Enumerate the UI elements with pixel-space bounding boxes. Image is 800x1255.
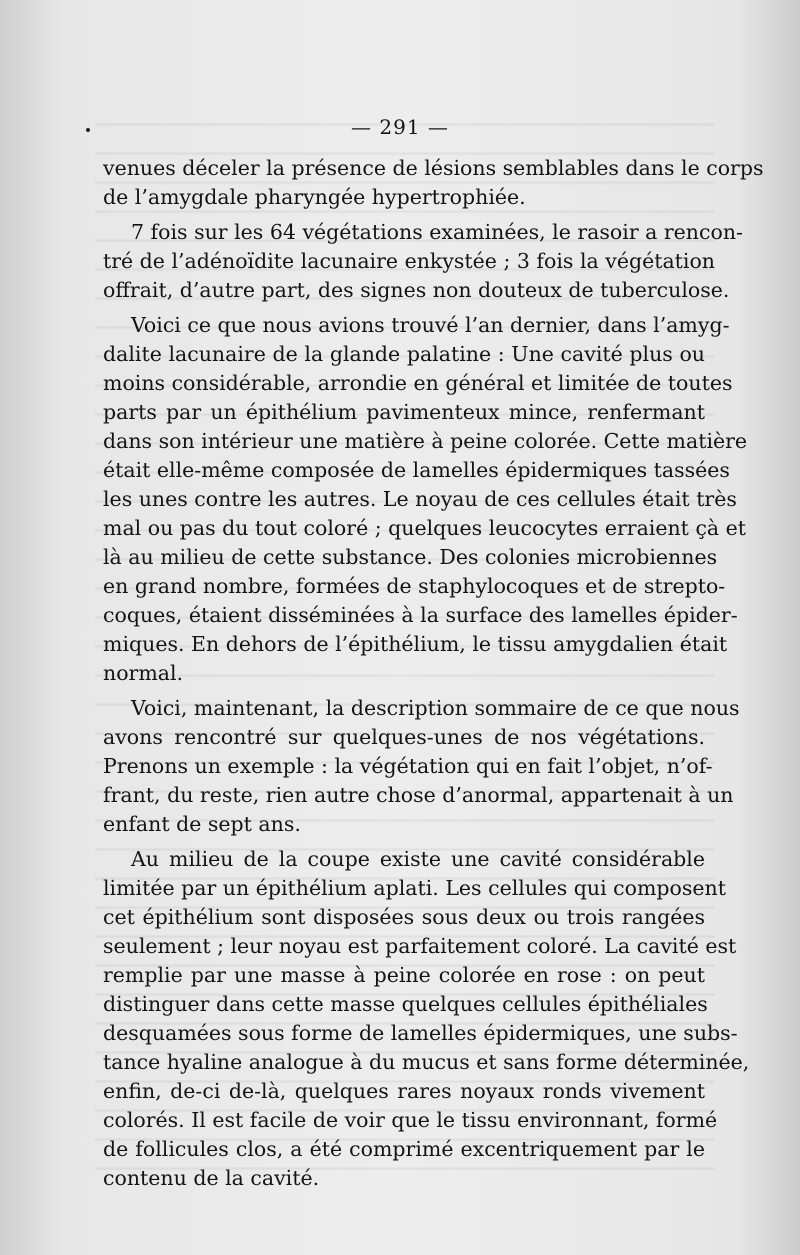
text-line: mal ou pas du tout coloré ; quelques leucocytes erraient çà et <box>103 516 747 540</box>
text-line: offrait, d’autre part, des signes non douteux de tuberculose. <box>103 278 730 302</box>
paragraph <box>103 694 740 839</box>
text-line: était elle-même composée de lamelles épidermiques tassées <box>103 458 730 482</box>
text-line: tance hyaline analogue à du mucus et sans forme déterminée, <box>103 1050 750 1074</box>
text-line: enfin, de-ci de-là, quelques rares noyaux ronds vivement <box>103 1079 705 1103</box>
text-line: normal. <box>103 661 184 685</box>
text-line: frant, du reste, rien autre chose d’anormal, appartenait à un <box>103 783 734 807</box>
text-line: de follicules clos, a été comprimé excentriquement par le <box>103 1137 705 1161</box>
text-line: distinguer dans cette masse quelques cellules épithéliales <box>103 992 708 1016</box>
paragraph <box>103 845 750 1193</box>
text-line: seulement ; leur noyau est parfaitement coloré. La cavité est <box>103 934 737 958</box>
paragraph <box>103 218 743 305</box>
text-line: cet épithélium sont disposées sous deux ou trois rangées <box>103 905 705 929</box>
text-line: de l’amygdale pharyngée hypertrophiée. <box>103 185 526 209</box>
text-line: limitée par un épithélium aplati. Les cellules qui composent <box>103 876 726 900</box>
paragraph <box>103 154 764 212</box>
text-line: remplie par une masse à peine colorée en rose : on peut <box>103 963 705 987</box>
text-line: enfant de sept ans. <box>103 812 301 836</box>
text-line: tré de l’adénoïdite lacunaire enkystée ; 3 fois la végétation <box>103 249 716 273</box>
text-line: avons rencontré sur quelques-unes de nos végétations. <box>103 725 705 749</box>
text-line: Voici, maintenant, la description sommaire de ce que nous <box>131 696 740 720</box>
page-number: — 291 — <box>351 115 449 139</box>
text-line: desquamées sous forme de lamelles épidermiques, une subs- <box>103 1021 738 1045</box>
text-line: colorés. Il est facile de voir que le tissu environnant, formé <box>103 1108 718 1132</box>
text-line: contenu de la cavité. <box>103 1166 320 1190</box>
text-line: venues déceler la présence de lésions semblables dans le corps <box>103 156 764 180</box>
paragraph <box>103 311 748 688</box>
text-line: dans son intérieur une matière à peine colorée. Cette matière <box>103 429 748 453</box>
text-line: miques. En dehors de l’épithélium, le tissu amygdalien était <box>103 632 728 656</box>
text-line: les unes contre les autres. Le noyau de ces cellules était très <box>103 487 737 511</box>
text-line: moins considérable, arrondie en général et limitée de toutes <box>103 371 733 395</box>
text-line: 7 fois sur les 64 végétations examinées, le rasoir a rencon- <box>131 220 743 244</box>
text-line: Au milieu de la coupe existe une cavité considérable <box>131 847 705 871</box>
text-line: Voici ce que nous avions trouvé l’an dernier, dans l’amyg- <box>131 313 730 337</box>
text-line: là au milieu de cette substance. Des colonies microbiennes <box>103 545 718 569</box>
body-text <box>103 154 764 1199</box>
text-line: dalite lacunaire de la glande palatine : Une cavité plus ou <box>103 342 705 366</box>
text-line: parts par un épithélium pavimenteux mince, renfermant <box>103 400 705 424</box>
text-line: en grand nombre, formées de staphylocoques et de strepto- <box>103 574 726 598</box>
text-line: Prenons un exemple : la végétation qui en fait l’objet, n’of- <box>103 754 713 778</box>
text-line: coques, étaient disséminées à la surface des lamelles épider- <box>103 603 738 627</box>
